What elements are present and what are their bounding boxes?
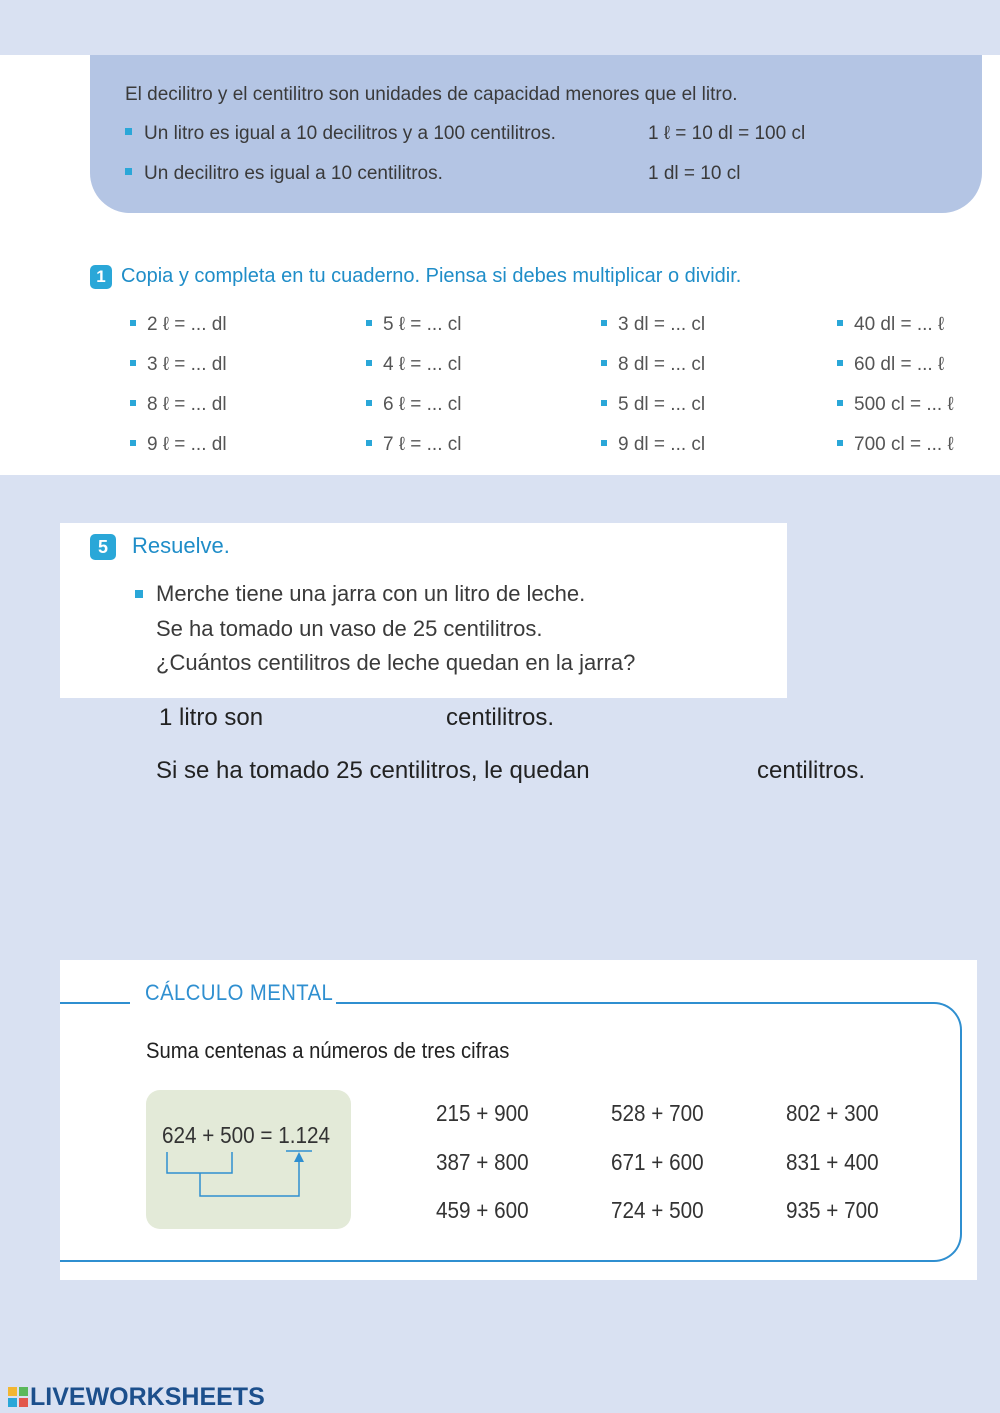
problem-line: ¿Cuántos centilitros de leche quedan en la jarra? bbox=[156, 650, 636, 675]
problem-line: Merche tiene una jarra con un litro de leche. bbox=[156, 581, 586, 606]
conversion-item: 40 dl = ... ℓ bbox=[837, 314, 944, 336]
info-rule-1: Un litro es igual a 10 decilitros y a 100 centilitros. bbox=[125, 123, 556, 145]
exercise-1-heading bbox=[90, 265, 741, 289]
liveworksheets-logo[interactable]: LIVEWORKSHEETS bbox=[8, 1383, 265, 1412]
answer-line-1-end: centilitros. bbox=[446, 704, 555, 731]
bullet-icon bbox=[135, 590, 143, 598]
example-equation: 624 + 500 = 1.124 bbox=[162, 1122, 331, 1148]
answer-line-1-start: 1 litro son bbox=[159, 704, 264, 731]
bullet-icon bbox=[125, 128, 132, 135]
conversion-item: 500 cl = ... ℓ bbox=[837, 394, 954, 416]
info-box bbox=[90, 55, 982, 213]
operation: 831 + 400 bbox=[786, 1149, 879, 1175]
conversion-item: 60 dl = ... ℓ bbox=[837, 354, 944, 376]
operation: 935 + 700 bbox=[786, 1197, 879, 1223]
conversion-item: 5 dl = ... cl bbox=[601, 394, 705, 416]
operation: 387 + 800 bbox=[436, 1149, 529, 1175]
example-bracket-diagram bbox=[146, 1090, 351, 1229]
exercise-5-title: Resuelve. bbox=[132, 533, 230, 558]
operation: 215 + 900 bbox=[436, 1100, 529, 1126]
exercise-1-title: Copia y completa en tu cuaderno. Piensa si debes multiplicar o dividir. bbox=[121, 265, 742, 287]
operation: 724 + 500 bbox=[611, 1197, 704, 1223]
operation: 671 + 600 bbox=[611, 1149, 704, 1175]
conversion-item: 9 ℓ = ... dl bbox=[130, 434, 227, 456]
arrow-up-icon bbox=[294, 1152, 304, 1162]
conversion-item: 2 ℓ = ... dl bbox=[130, 314, 227, 336]
problem-line: Se ha tomado un vaso de 25 centilitros. bbox=[156, 616, 543, 641]
info-rule-2: Un decilitro es igual a 10 centilitros. bbox=[125, 163, 443, 185]
operation: 528 + 700 bbox=[611, 1100, 704, 1126]
liveworksheets-logo-icon bbox=[8, 1387, 28, 1407]
conversion-item: 3 ℓ = ... dl bbox=[130, 354, 227, 376]
conversion-item: 8 ℓ = ... dl bbox=[130, 394, 227, 416]
exercise-number-badge: 1 bbox=[90, 265, 112, 289]
operation: 802 + 300 bbox=[786, 1100, 879, 1126]
conversion-item: 5 ℓ = ... cl bbox=[366, 314, 461, 336]
exercise-5-heading bbox=[90, 533, 230, 560]
answer-line-2-start: Si se ha tomado 25 centilitros, le quedan bbox=[156, 757, 590, 784]
conversion-item: 9 dl = ... cl bbox=[601, 434, 705, 456]
conversion-item: 6 ℓ = ... cl bbox=[366, 394, 461, 416]
answer-line-2-end: centilitros. bbox=[757, 757, 866, 784]
conversion-item: 7 ℓ = ... cl bbox=[366, 434, 461, 456]
conversion-item: 3 dl = ... cl bbox=[601, 314, 705, 336]
conversion-item: 4 ℓ = ... cl bbox=[366, 354, 461, 376]
info-intro: El decilitro y el centilitro son unidades de capacidad menores que el litro. bbox=[125, 84, 738, 105]
info-formula-1: 1 ℓ = 10 dl = 100 cl bbox=[648, 123, 806, 144]
operation: 459 + 600 bbox=[436, 1197, 529, 1223]
calculo-mental-subtitle: Suma centenas a números de tres cifras bbox=[146, 1038, 510, 1063]
exercise-number-badge: 5 bbox=[90, 534, 116, 560]
info-formula-2: 1 dl = 10 cl bbox=[648, 163, 741, 184]
calculo-mental-title: CÁLCULO MENTAL bbox=[145, 980, 334, 1005]
conversion-item: 8 dl = ... cl bbox=[601, 354, 705, 376]
bullet-icon bbox=[125, 168, 132, 175]
conversion-item: 700 cl = ... ℓ bbox=[837, 434, 954, 456]
